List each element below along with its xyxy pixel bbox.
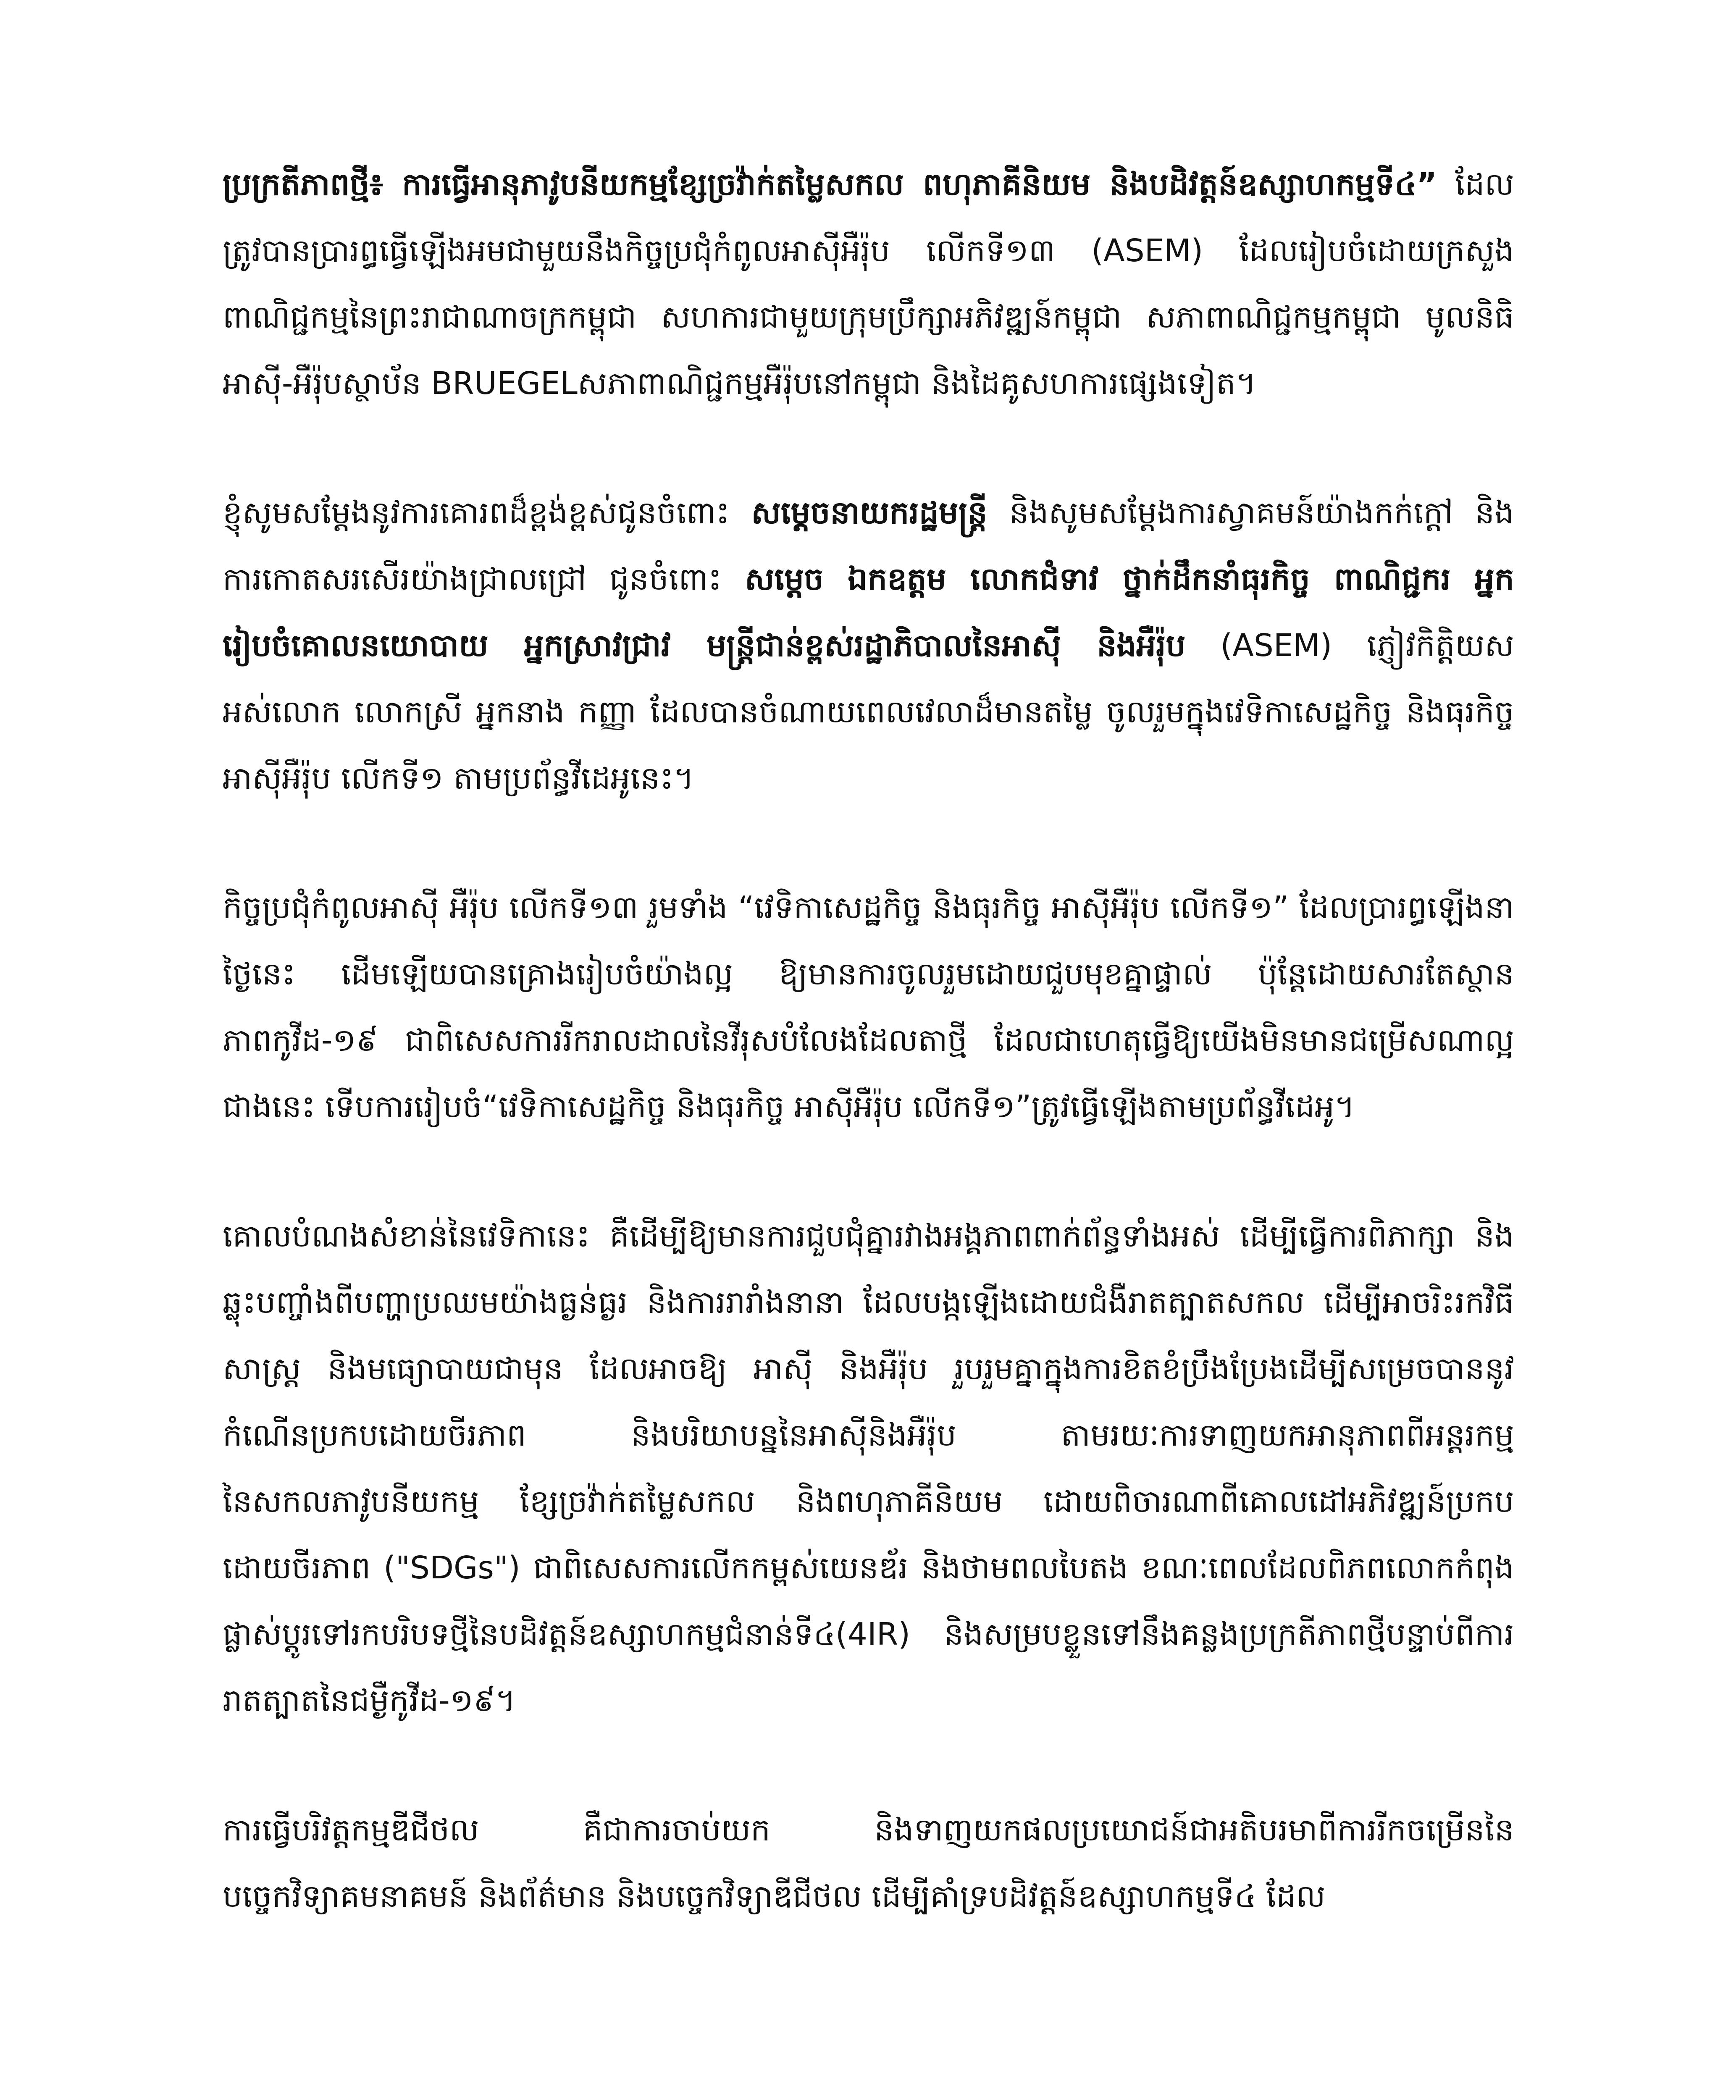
paragraph-4 (223, 1203, 1514, 1734)
document-body (223, 151, 1514, 1992)
paragraph-4-segment-1: គោលបំណងសំខាន់នៃវេទិកានេះ គឺដើម្បីឱ្យមានការជួបជុំគ្នារវាងអង្គភាពពាក់ព័ន្ធទាំងអស់ ដើម្បីធ្វើការពិភាក្សា និងឆ្លុះបញ្ចាំងពីបញ្ហាប្រឈមយ៉ាងធ្ងន់ធ្ងរ និងការរារាំងនានា ដែលបង្កឡើងដោយជំងឺរាតត្បាតសកល ដើម្បីអាចរិះរកវិធីសាស្ត្រ និងមធ្យោបាយជាមុន ដែលអាចឱ្យ អាស៊ី និងអឺរ៉ុប រួបរួមគ្នាក្នុងការខិតខំប្រឹងប្រែងដើម្បីសម្រេចបាននូវកំណើនប្រកបដោយចីរភាព និងបរិយាបន្ននៃអាស៊ីនិងអឺរ៉ុប តាមរយៈការទាញយកអានុភាពពីអន្តរកម្មនៃសកលភាវូបនីយកម្ម ខ្សែច្រវ៉ាក់តម្លៃសកល និងពហុភាគីនិយម ដោយពិចារណាពីគោលដៅអភិវឌ្ឍន៍ប្រកបដោយចីរភាព ("SDGs") ជាពិសេសការលើកកម្ពស់យេនឌ័រ និងថាមពលបៃតង ខណៈពេលដែលពិភពលោកកំពុងផ្លាស់ប្តូរទៅរកបរិបទថ្មីនៃបដិវត្តន៍ឧស្សាហកម្មជំនាន់ទី៤(4IR) និងសម្របខ្លួនទៅនឹងគន្លងប្រក្រតីភាពថ្មីបន្ទាប់ពីការរាតត្បាតនៃជម្ងឺកូវីដ-១៩។ (223, 1218, 1514, 1719)
paragraph-2-segment-3: និងសូមសម្តែងការស្វាគមន៍យ៉ាងកក់ក្តៅ និងការកោតសរសើរយ៉ាងជ្រាលជ្រៅ ជូនចំពោះ (223, 495, 1515, 597)
paragraph-1-segment-2: ដែលត្រូវបានប្រារព្ធធ្វើឡើងអមជាមួយនឹងកិច្ចប្រជុំកំពូលអាស៊ីអឺរ៉ុប លើកទី១៣ (ASEM) ដែលរៀបចំដោយក្រសួងពាណិជ្ជកម្មនៃព្រះរាជាណាចក្រកម្ពុជា សហការជាមួយក្រុមប្រឹក្សាអភិវឌ្ឍន៍កម្ពុជា សភាពាណិជ្ជកម្មកម្ពុជា មូលនិធិអាស៊ី-អឺរ៉ុបស្ថាប័ន BRUEGELសភាពាណិជ្ជកម្មអឺរ៉ុបនៅកម្ពុជា និងដៃគូសហការផ្សេងទៀត។ (223, 166, 1514, 402)
paragraph-2-segment-5: (ASEM) ភ្ញៀវកិត្តិយស អស់លោក លោកស្រី អ្នកនាង កញ្ញា ដែលបានចំណាយពេលវេលាដ៏មានតម្លៃ ចូលរួមក្នុងវេទិកាសេដ្ឋកិច្ច និងធុរកិច្ចអាស៊ីអឺរ៉ុប លើកទី១ តាមប្រព័ន្ធវីដេអូនេះ។ (223, 627, 1514, 796)
paragraph-2-segment-2: សម្តេចនាយករដ្ឋមន្ត្រី (751, 495, 987, 531)
paragraph-2-segment-1: ខ្ញុំសូមសម្តែងនូវការគោរពដ៏ខ្ពង់ខ្ពស់ជូនចំពោះ (223, 495, 751, 531)
paragraph-2 (223, 480, 1514, 811)
paragraph-5 (223, 1797, 1514, 1929)
paragraph-2-segment-4: សម្តេច ឯកឧត្តម លោកជំទាវ ថ្នាក់ដឹកនាំធុរកិច្ច ពាណិជ្ជករ អ្នករៀបចំគោលនយោបាយ អ្នកស្រាវជ្រាវ មន្ត្រីជាន់ខ្ពស់រដ្ឋាភិបាលនៃអាស៊ី និងអឺរ៉ុប (223, 561, 1514, 664)
paragraph-5-segment-1: ការធ្វើបរិវត្តកម្មឌីជីថល គឺជាការចាប់យក និងទាញយកផលប្រយោជន៍ជាអតិបរមាពីការរីកចម្រើននៃបច្ចេកវិទ្យាគមនាគមន៍ និងព័ត៌មាន និងបច្ចេកវិទ្យាឌីជីថល ដើម្បីគាំទ្របដិវត្តន៍ឧស្សាហកម្មទី៤ ដែល (223, 1812, 1514, 1914)
paragraph-3-segment-1: កិច្ចប្រជុំកំពូលអាស៊ី អឺរ៉ុប លើកទី១៣ រួមទាំង “វេទិកាសេដ្ឋកិច្ច និងធុរកិច្ច អាស៊ីអឺរ៉ុប លើកទី១” ដែលប្រារព្ធឡើងនាថ្ងៃនេះ ដើមឡើយបានគ្រោងរៀបចំយ៉ាងល្អ ឱ្យមានការចូលរួមដោយជួបមុខគ្នាផ្ទាល់ ប៉ុន្តែដោយសារតែស្ថានភាពកូវីដ-១៩ ជាពិសេសការរីករាលដាលនៃវីរុសបំលែងដែលតាថ្មី ដែលជាហេតុធ្វើឱ្យយើងមិនមានជម្រើសណាល្អជាងនេះ ទើបការរៀបចំ“វេទិកាសេដ្ឋកិច្ច និងធុរកិច្ច អាស៊ីអឺរ៉ុប លើកទី១”ត្រូវធ្វើឡើងតាមប្រព័ន្ធវីដេអូ។ (223, 890, 1514, 1125)
paragraph-1 (223, 151, 1514, 417)
paragraph-3 (223, 874, 1514, 1140)
paragraph-1-segment-1: ប្រក្រតីភាពថ្មី៖ ការធ្វើអានុភាវូបនីយកម្មខ្សែច្រវ៉ាក់តម្លៃសកល ពហុភាគីនិយម និងបដិវត្តន៍ឧស្សាហកម្មទី៤” (223, 166, 1437, 202)
